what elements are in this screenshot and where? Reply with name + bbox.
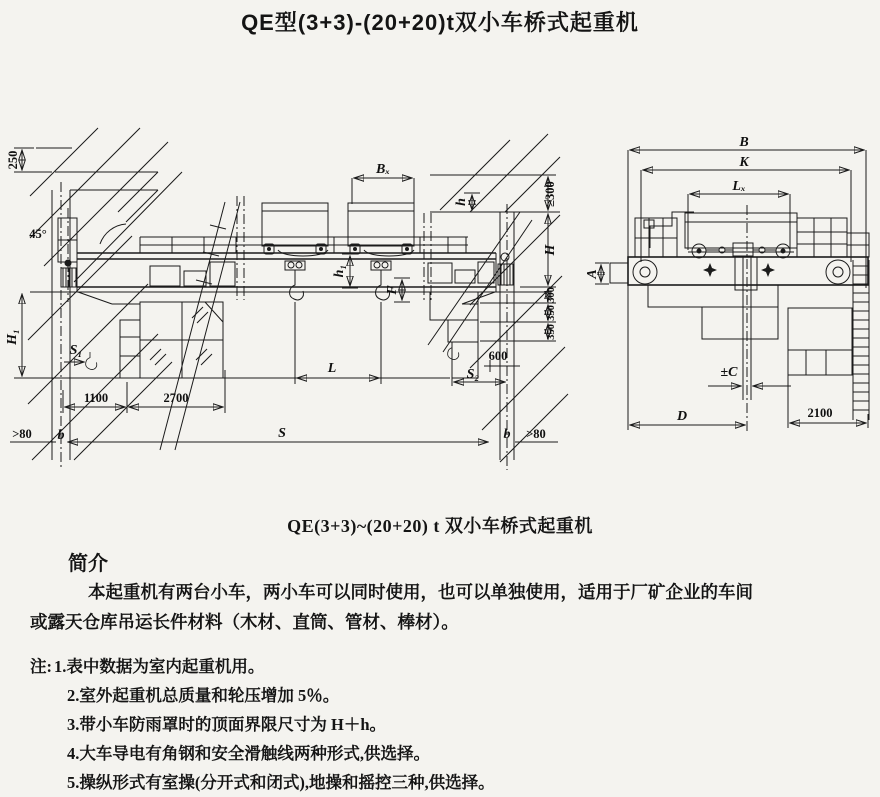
dim-label-350b: 350	[546, 324, 557, 340]
dim-label-pmc: ±C	[720, 365, 738, 380]
end-view-ladder	[788, 260, 869, 420]
end-view	[585, 135, 869, 432]
dim-label-bx: Bₓ	[375, 162, 391, 177]
dim-label-a: A	[585, 269, 600, 279]
dim-label-b-left: b	[57, 428, 65, 443]
dim-label-250: 250	[6, 150, 20, 170]
dim-label-gt80-right: >80	[526, 427, 546, 441]
note-row-2: 2.室外起重机总质量和轮压增加 5％。	[67, 686, 340, 705]
note-row-4: 4.大车导电有角钢和安全滑触线两种形式,供选择。	[67, 744, 430, 763]
dim-label-300: 300	[546, 287, 557, 303]
dim-label-ge300: ≥300	[543, 181, 557, 207]
dim-label-k: K	[739, 155, 749, 170]
notes-list	[30, 652, 850, 797]
intro-line-1: 本起重机有两台小车，两小车可以同时使用，也可以单独使用，适用于厂矿企业的车间	[88, 582, 753, 602]
dim-label-45deg: 45°	[29, 227, 47, 241]
intro-line-2: 或露天仓库吊运长件材料（木材、直筒、管材、棒材）。	[30, 612, 459, 632]
wall-column-left	[28, 182, 172, 470]
end-view-platforms	[635, 218, 869, 257]
note-row-3: 3.带小车防雨罩时的顶面界限尺寸为 H＋h。	[67, 715, 387, 734]
dim-label-s1: S₁	[69, 343, 83, 358]
dim-label-d: D	[676, 409, 688, 424]
dim-label-b-right: b	[503, 427, 511, 442]
diagonal-braces	[160, 202, 532, 450]
dim-label-350a: 350	[546, 305, 557, 321]
dim-label-lx: Lₓ	[732, 179, 746, 194]
page-title: QE型(3+3)-(20+20)t双小车桥式起重机	[241, 10, 639, 35]
front-view	[5, 128, 568, 470]
dim-label-f: F	[385, 285, 400, 295]
dim-label-h-top: h	[454, 198, 469, 206]
dim-label-l: L	[327, 361, 337, 376]
end-view-trolley	[644, 212, 797, 258]
note-row-5: 5.操纵形式有室操(分开式和闭式),地操和摇控三种,供选择。	[67, 773, 495, 792]
dim-label-h-height: H	[543, 244, 558, 256]
dim-label-span-s: S	[278, 426, 286, 441]
notes-prefix: 注:	[30, 657, 52, 676]
dim-label-h1-small: h₁	[332, 264, 347, 278]
dim-label-600: 600	[488, 349, 508, 363]
wall-blocks-left	[120, 302, 223, 378]
intro-heading: 简介	[68, 553, 108, 575]
hook-s2	[448, 342, 459, 360]
dim-label-2700: 2700	[163, 391, 189, 405]
hook-block-1	[285, 261, 305, 300]
figure-caption: QE(3+3)~(20+20) t 双小车桥式起重机	[287, 516, 593, 536]
dim-label-s2: S₂	[466, 367, 480, 382]
trolley-2	[348, 203, 414, 256]
dim-label-gt80-left: >80	[12, 427, 32, 441]
note-row-1	[30, 652, 850, 681]
trolley-1	[262, 203, 328, 256]
dim-label-b-width: B	[739, 135, 749, 150]
intro-paragraph	[30, 577, 846, 637]
note-item-1: 1.表中数据为室内起重机用。	[54, 657, 265, 676]
dim-label-1100: 1100	[83, 391, 109, 405]
dim-label-2100: 2100	[807, 406, 833, 420]
dim-label-h1-height: H₁	[5, 329, 20, 345]
